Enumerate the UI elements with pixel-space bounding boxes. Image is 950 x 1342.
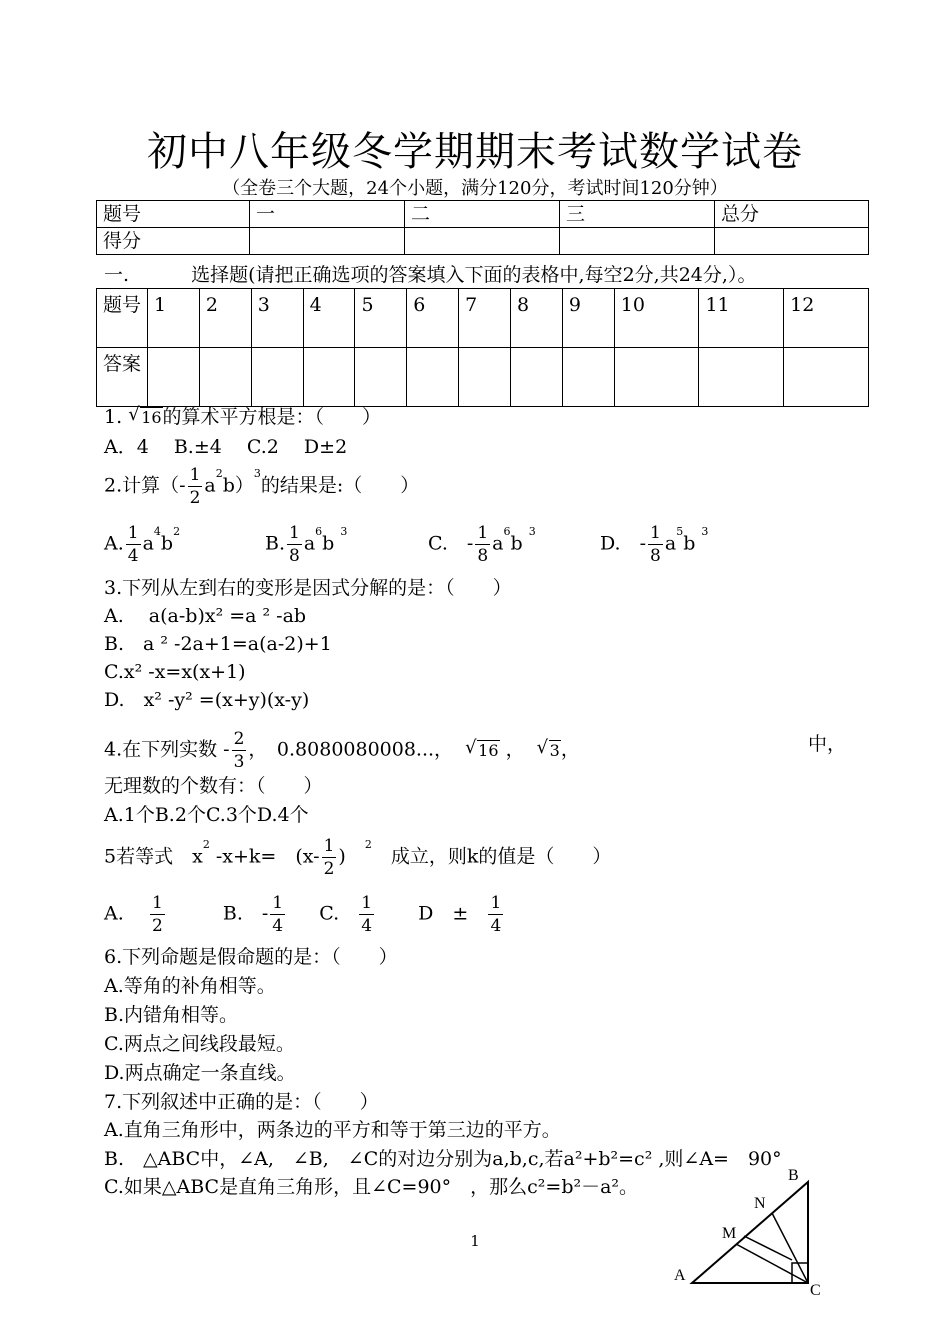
exponent: 3 — [528, 525, 536, 538]
option-label: A. — [104, 532, 124, 555]
denominator: 2 — [323, 859, 335, 879]
q2-term: b） — [222, 474, 254, 497]
q5-term: ) — [338, 845, 365, 868]
fraction — [488, 892, 503, 937]
question-7-option-c: C.如果△ABC是直角三角形，且∠C=90° ，那么c²=b²－a²。 — [104, 1176, 639, 1198]
option-term: a — [303, 532, 316, 555]
score-blank-cell[interactable] — [560, 228, 715, 255]
option-label: B. - — [222, 902, 269, 925]
numerator: 1 — [272, 893, 284, 913]
denominator: 8 — [650, 546, 661, 566]
question-7-stem: 7.下列叙述中正确的是：（ ） — [104, 1091, 379, 1113]
question-1-stem: 的算术平方根是：（ ） — [162, 406, 382, 428]
option-label: C. - — [428, 532, 474, 555]
score-header-cell: 一 — [250, 201, 405, 228]
question-1-number: 1. — [104, 406, 123, 428]
score-blank-cell[interactable] — [405, 228, 560, 255]
denominator: 4 — [490, 916, 502, 936]
exponent: 6 — [315, 525, 323, 538]
question-4 — [104, 728, 580, 773]
question-4-stem: 4.在下列实数 - — [104, 738, 230, 761]
q4-term: ， — [505, 738, 525, 761]
answer-blank-cell[interactable] — [459, 348, 511, 407]
question-5-stem: 5若等式 x — [104, 845, 203, 868]
point-label-n: N — [754, 1195, 766, 1212]
question-6-option-d: D.两点确定一条直线。 — [104, 1062, 296, 1084]
score-blank-cell[interactable] — [250, 228, 405, 255]
page-title: 初中八年级冬学期期末考试数学试卷 — [147, 129, 803, 175]
question-3-stem: 3.下列从左到右的变形是因式分解的是：（ ） — [104, 577, 512, 599]
numerator: 1 — [189, 465, 201, 485]
exponent: 3 — [340, 525, 348, 538]
answer-blank-cell[interactable] — [407, 348, 459, 407]
sqrt-expression: √ 16 — [128, 404, 162, 427]
answer-blank-cell[interactable] — [148, 348, 200, 407]
numerator: 2 — [233, 729, 245, 749]
vertex-label-a: A — [674, 1267, 686, 1284]
option-label: B. — [265, 532, 286, 555]
answer-blank-cell[interactable] — [614, 348, 699, 407]
question-number-cell: 10 — [614, 289, 699, 348]
option-term: b — [160, 532, 174, 555]
radicand: 16 — [478, 740, 499, 760]
denominator: 4 — [361, 916, 373, 936]
question-3-option-b: B. a ² -2a+1=a(a-2)+1 — [104, 633, 332, 655]
score-row-label: 得分 — [97, 228, 250, 255]
q5-term: 成立，则k的值是（ ） — [371, 845, 612, 868]
option-term: a — [664, 532, 677, 555]
denominator: 3 — [233, 752, 245, 772]
vertex-label-c: C — [810, 1282, 821, 1299]
answer-blank-cell[interactable] — [511, 348, 563, 407]
section-1-heading — [104, 262, 756, 288]
question-1 — [104, 404, 381, 431]
numerator: 1 — [361, 893, 373, 913]
page-number: 1 — [470, 1232, 480, 1250]
denominator: 8 — [477, 546, 489, 566]
denominator: 2 — [151, 916, 163, 936]
right-triangle-figure — [660, 1160, 840, 1300]
fraction — [475, 522, 490, 567]
section-1-text: 选择题(请把正确选项的答案填入下面的表格中,每空2分,共24分,）。 — [191, 264, 757, 286]
score-header-cell: 三 — [560, 201, 715, 228]
option-term: b — [322, 532, 335, 555]
fraction — [322, 835, 337, 880]
question-number-cell: 2 — [199, 289, 251, 348]
question-number-cell: 6 — [407, 289, 459, 348]
radicand: 16 — [141, 408, 162, 427]
question-3-option-d: D. x² -y² =(x+y)(x-y) — [104, 689, 310, 711]
question-3-option-a: A. a(a-b)x² =a ² -ab — [104, 605, 307, 627]
question-1-options: A．4 B.±4 C.2 D±2 — [104, 436, 348, 458]
question-number-cell: 5 — [355, 289, 407, 348]
question-number-cell: 9 — [562, 289, 614, 348]
option-label: C. — [319, 902, 340, 925]
question-7-option-a: A.直角三角形中，两条边的平方和等于第三边的平方。 — [104, 1119, 561, 1141]
answer-blank-cell[interactable] — [199, 348, 251, 407]
question-6-option-b: B.内错角相等。 — [104, 1004, 239, 1026]
numerator: 1 — [323, 836, 335, 856]
answer-blank-cell[interactable] — [699, 348, 784, 407]
fraction — [287, 522, 302, 567]
question-2-stem: 2.计算（- — [104, 474, 186, 497]
question-4-options: A.1个B.2个C.3个D.4个 — [104, 804, 309, 826]
question-2 — [104, 464, 419, 509]
score-header-cell: 总分 — [715, 201, 869, 228]
answer-table-a-label: 答案 — [97, 348, 148, 407]
score-table-score-row — [97, 228, 869, 255]
answer-blank-cell[interactable] — [784, 348, 869, 407]
question-6-option-a: A.等角的补角相等。 — [104, 975, 276, 997]
fraction — [150, 892, 165, 937]
answer-table — [96, 288, 869, 407]
question-5 — [104, 835, 611, 880]
vertex-label-b: B — [788, 1167, 799, 1184]
exponent: 2 — [202, 838, 210, 851]
question-2-option-d — [600, 522, 708, 567]
denominator: 4 — [272, 916, 284, 936]
exponent: 3 — [701, 525, 709, 538]
section-1-number: 一. — [104, 264, 130, 286]
q4-term: ， — [560, 738, 580, 761]
fraction — [232, 728, 247, 773]
answer-blank-cell[interactable] — [355, 348, 407, 407]
question-number-cell: 3 — [251, 289, 303, 348]
exponent: 2 — [364, 838, 372, 851]
question-number-cell: 4 — [303, 289, 355, 348]
exponent: 3 — [253, 467, 261, 480]
numerator: 1 — [127, 523, 139, 543]
option-term: b — [683, 532, 696, 555]
exam-subtitle: （全卷三个大题，24个小题，满分120分，考试时间120分钟） — [222, 178, 728, 199]
numerator: 1 — [650, 523, 661, 543]
answer-table-q-label: 题号 — [97, 289, 148, 348]
q2-term: a — [204, 474, 216, 497]
answer-table-answer-row — [97, 348, 869, 407]
option-term: a — [492, 532, 504, 555]
fraction — [648, 522, 663, 567]
numerator: 1 — [490, 893, 502, 913]
fraction — [126, 522, 141, 567]
exponent: 2 — [215, 467, 223, 480]
score-header-cell: 题号 — [97, 201, 250, 228]
exponent: 4 — [153, 525, 161, 538]
point-label-m: M — [722, 1225, 737, 1242]
question-number-cell: 8 — [511, 289, 563, 348]
option-label: D. - — [600, 532, 647, 555]
option-label: A. — [104, 902, 124, 925]
question-2-option-c — [428, 522, 536, 567]
exponent: 2 — [173, 525, 181, 538]
score-header-cell: 二 — [405, 201, 560, 228]
option-term: b — [510, 532, 523, 555]
q4-term: ， 0.8080080008...， — [248, 738, 454, 761]
option-term: a — [142, 532, 154, 555]
denominator: 2 — [189, 488, 201, 508]
sqrt-expression: √ 3 — [536, 736, 560, 760]
numerator: 1 — [289, 523, 300, 543]
fraction — [188, 464, 203, 509]
question-number-cell: 7 — [459, 289, 511, 348]
fraction — [359, 892, 374, 937]
answer-blank-cell[interactable] — [303, 348, 355, 407]
numerator: 1 — [151, 893, 163, 913]
q5-term: -x+k= (x- — [209, 845, 320, 868]
question-4-line2: 无理数的个数有：（ ） — [104, 775, 323, 797]
question-number-cell: 12 — [784, 289, 869, 348]
score-blank-cell[interactable] — [715, 228, 869, 255]
option-label: D ± — [418, 902, 469, 925]
question-number-cell: 1 — [148, 289, 200, 348]
question-7-option-b: B. △ABC中，∠A, ∠B, ∠C的对边分别为a,b,c,若a²+b²=c² ,则∠A= 90° — [104, 1148, 782, 1170]
radicand: 3 — [549, 740, 560, 760]
question-2-option-b — [265, 522, 347, 567]
score-table-header-row — [97, 201, 869, 228]
question-2-option-a — [104, 522, 180, 567]
score-table — [96, 200, 869, 255]
answer-blank-cell[interactable] — [251, 348, 303, 407]
question-5-options — [104, 892, 505, 937]
exponent: 6 — [503, 525, 511, 538]
answer-blank-cell[interactable] — [562, 348, 614, 407]
q2-term: 的结果是:（ ） — [260, 474, 420, 497]
question-6-stem: 6.下列命题是假命题的是：（ ） — [104, 946, 398, 968]
question-number-cell: 11 — [699, 289, 784, 348]
denominator: 8 — [289, 546, 300, 566]
denominator: 4 — [127, 546, 139, 566]
question-6-option-c: C.两点之间线段最短。 — [104, 1033, 295, 1055]
question-4-end: 中， — [808, 733, 847, 755]
answer-table-number-row — [97, 289, 869, 348]
numerator: 1 — [477, 523, 489, 543]
exponent: 5 — [676, 525, 684, 538]
question-3-option-c: C.x² -x=x(x+1) — [104, 661, 246, 683]
sqrt-expression: √ 16 — [465, 736, 499, 760]
fraction — [270, 892, 285, 937]
